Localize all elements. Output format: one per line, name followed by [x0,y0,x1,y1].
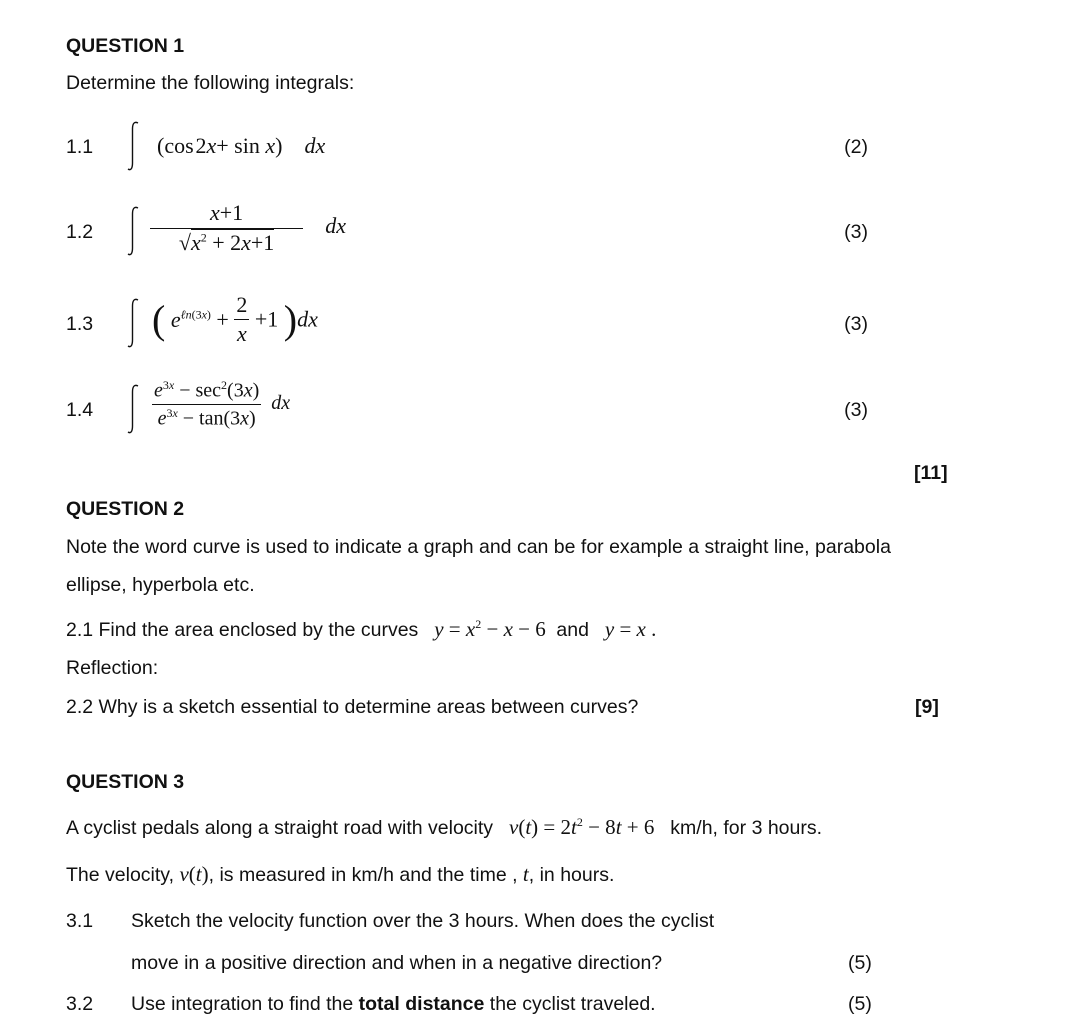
subquestion-3-1-marks: (5) [848,952,872,974]
question-1-intro: Determine the following integrals: [66,72,355,94]
integral-sign-icon [126,205,140,257]
question-3-line-1-text: A cyclist pedals along a straight road with velocity [66,817,494,839]
question-3-line-1: A cyclist pedals along a straight road with velocity $v(t) = 2t^2 - 8t + 6$ km/h, for 3 hours. [66,815,823,839]
question-3-line-2-b: , is measured in km/h and the time , [208,864,518,886]
integral-sign-icon [126,383,140,435]
question-3-line-2-a: The velocity, [66,864,175,886]
subquestion-3-2-post: the cyclist traveled. [489,993,656,1015]
question-3-line-2-c: , in hours. [528,864,615,886]
item-1-3-number: 1.3 [66,313,94,335]
subquestion-3-2-number: 3.2 [66,993,94,1015]
item-1-1-number: 1.1 [66,136,94,158]
integral-1-3-expression: ( $e^{\ell n(3x)}$ + $\frac{2}{x}$ +1 )dx [152,292,318,346]
question-1-title: QUESTION 1 [66,35,185,57]
question-2-2: 2.2 Why is a sketch essential to determine areas between curves? [66,696,639,718]
reflection-label: Reflection: [66,657,159,679]
subquestion-3-2-pre: Use integration to find the [131,993,354,1015]
integral-1-2-expression: $\frac{x+1}{√x^2 + 2x+1}$ dx [150,200,346,256]
question-2-1-text: 2.1 Find the area enclosed by the curves [66,619,419,641]
question-3-line-2: The velocity, v(t), is measured in km/h and the time , t, in hours. [66,862,615,886]
question-2-note-line-2: ellipse, hyperbola etc. [66,574,255,596]
integral-1-1-expression: (cos 2x+ sin x) dx [157,133,326,158]
question-2-note-line-1: Note the word curve is used to indicate a graph and can be for example a straight line, parabola [66,536,891,558]
question-3-title: QUESTION 3 [66,771,185,793]
integral-1-4-expression: $\frac{e^{3x} - \sec^2(3x)}{e^{3x} - \tan(3x)}$ dx [154,378,291,430]
item-1-4-number: 1.4 [66,399,94,421]
question-2-title: QUESTION 2 [66,498,185,520]
integral-sign-icon [126,120,140,172]
subquestion-3-1-number: 3.1 [66,910,94,932]
item-1-4-marks: (3) [844,399,868,421]
integral-sign-icon [126,297,140,349]
question-1-total: [11] [914,462,948,484]
item-1-2-marks: (3) [844,221,868,243]
subquestion-3-2-marks: (5) [848,993,872,1015]
item-1-2-number: 1.2 [66,221,94,243]
item-1-1-marks: (2) [844,136,868,158]
item-1-3-marks: (3) [844,313,868,335]
subquestion-3-1-line-2: move in a positive direction and when in a negative direction? [131,952,663,974]
question-2-1-and: and [556,619,589,641]
subquestion-3-1-line-1: Sketch the velocity function over the 3 hours. When does the cyclist [131,910,715,932]
question-2-1: 2.1 Find the area enclosed by the curves $y = x^2 - x - 6$ and y = x . [66,617,657,641]
question-2-total: [9] [915,696,939,718]
question-3-line-1-units: km/h, for 3 hours. [670,817,823,839]
subquestion-3-2-text [131,993,656,1016]
subquestion-3-2-bold: total distance [358,993,485,1015]
